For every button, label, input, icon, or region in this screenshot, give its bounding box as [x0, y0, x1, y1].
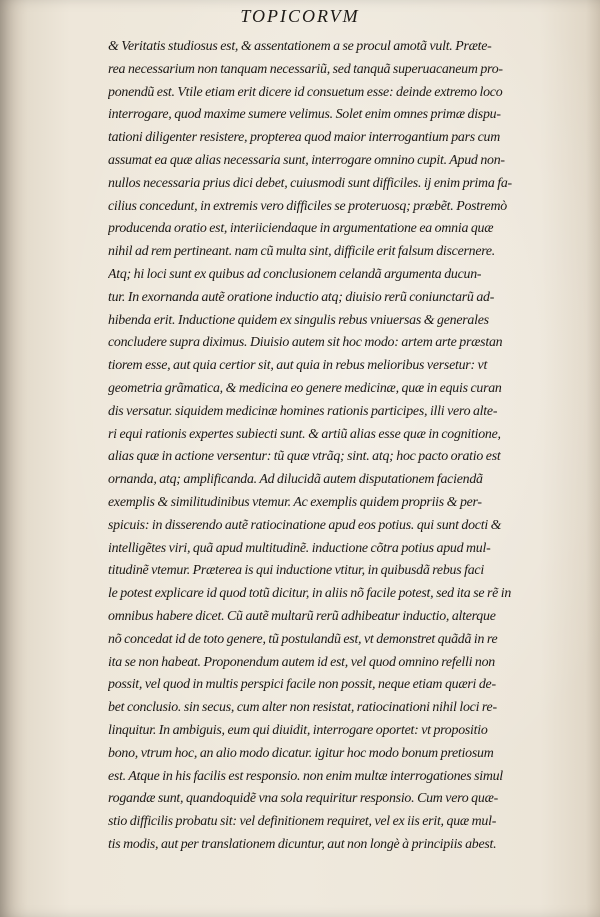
text-line: ri equi rationis expertes subiecti sunt. & artiũ alias esse quæ in cognitione, — [108, 426, 501, 442]
text-line: dis versatur. siquidem medicinæ homines rationis participes, illi vero alte- — [108, 403, 498, 419]
text-line: linquitur. In ambiguis, eum qui diuidit, interrogare oportet: vt propositio — [108, 722, 488, 738]
text-line: nihil ad rem pertineant. nam cũ multa sint, difficile erit falsum discernere. — [108, 244, 496, 260]
text-line: nullos necessaria prius dici debet, cuiusmodi sunt difficiles. ij enim prima fa- — [108, 175, 512, 191]
text-line: tur. In exornanda autẽ oratione inductio atq; diuisio rerũ coniunctarũ ad- — [108, 289, 495, 305]
text-line: intelligẽtes viri, quã apud multitudinẽ. inductione cõtra potius apud mul- — [108, 540, 491, 556]
text-line: concludere supra diximus. Diuisio autem sit hoc modo: artem arte præstan — [108, 335, 503, 351]
text-line: Atq; hi loci sunt ex quibus ad conclusionem celandã argumenta ducun- — [108, 266, 482, 282]
text-line: bono, vtrum hoc, an alio modo dicatur. igitur hoc modo bonum pretiosum — [108, 745, 494, 761]
text-line: omnibus habere dicet. Cũ autẽ multarũ rerũ adhibeatur inductio, alterque — [108, 608, 496, 624]
text-line: alias quæ in actione versentur: tũ quæ vtrãq; sint. atq; hoc pacto oratio est — [108, 449, 501, 465]
text-line: tationi diligenter resistere, propterea quod maior interrogantium pars cum — [108, 130, 501, 146]
text-line: rogandæ sunt, quandoquidẽ vna sola requiritur responsio. Cum vero quæ- — [108, 791, 498, 807]
text-line: rea necessarium non tanquam necessariũ, sed tanquã superuacaneum pro- — [108, 61, 503, 77]
page-edge-shadow — [586, 0, 600, 917]
running-title: TOPICORVM — [240, 6, 360, 26]
text-line: stio difficilis probatu sit: vel definitionem requiret, vel ex iis erit, quæ mul- — [108, 814, 497, 830]
text-line: tis modis, aut per translationem dicuntur, aut non longè à principiis abest. — [108, 836, 497, 852]
text-line: ita se non habeat. Proponendum autem id est, vel quod omnino refelli non — [108, 654, 496, 670]
text-line: ponendũ est. Vtile etiam erit dicere id consuetum esse: deinde extremo loco — [108, 84, 503, 100]
text-line: hibenda erit. Inductione quidem ex singulis rebus vniuersas & generales — [108, 312, 489, 328]
text-line: geometria grãmatica, & medicina eo genere medicinæ, quæ in equis curan — [108, 380, 502, 396]
text-line: exemplis & similitudinibus vtemur. Ac exemplis quidem propriis & per- — [108, 494, 482, 510]
text-line: producenda oratio est, interiiciendaque in argumentatione ea omnia quæ — [108, 221, 494, 237]
text-line: ornanda, atq; amplificanda. Ad dilucidã autem disputationem faciendã — [108, 472, 483, 488]
text-line: bet conclusio. sin secus, cum alter non resistat, ratiocinationi nihil loci re- — [108, 700, 497, 716]
body-text — [108, 36, 586, 857]
text-line: spicuis: in disserendo autẽ ratiocinatione apud eos potius. qui sunt docti & — [108, 517, 502, 533]
text-line: est. Atque in his facilis est responsio. non enim multæ interrogationes simul — [108, 768, 503, 784]
text-line: interrogare, quod maxime sumere velimus. Solet enim omnes primæ dispu- — [108, 107, 501, 123]
text-line: cilius concedunt, in extremis vero difficiles se proteruosq; præbẽt. Postremò — [108, 198, 507, 214]
text-line: nõ concedat id de toto genere, tũ postulandũ est, vt demonstret quãdã in re — [108, 631, 498, 647]
text-line: titudinẽ vtemur. Præterea is qui inductione vtitur, in quibusdã rebus faci — [108, 563, 484, 579]
text-line: & Veritatis studiosus est, & assentationem a se procul amotã vult. Præte- — [108, 39, 492, 54]
text-line: tiorem esse, aut quia certior sit, aut quia in rebus melioribus versetur: vt — [108, 358, 488, 374]
text-line: assumat ea quæ alias necessaria sunt, interrogare omnino cupit. Apud non- — [108, 152, 505, 168]
text-line: possit, vel quod in multis perspici facile non possit, neque etiam quæri de- — [108, 677, 496, 693]
text-line: le potest explicare id quod totũ dicitur, in aliis nõ facile potest, sed ita se rẽ in — [108, 586, 512, 602]
